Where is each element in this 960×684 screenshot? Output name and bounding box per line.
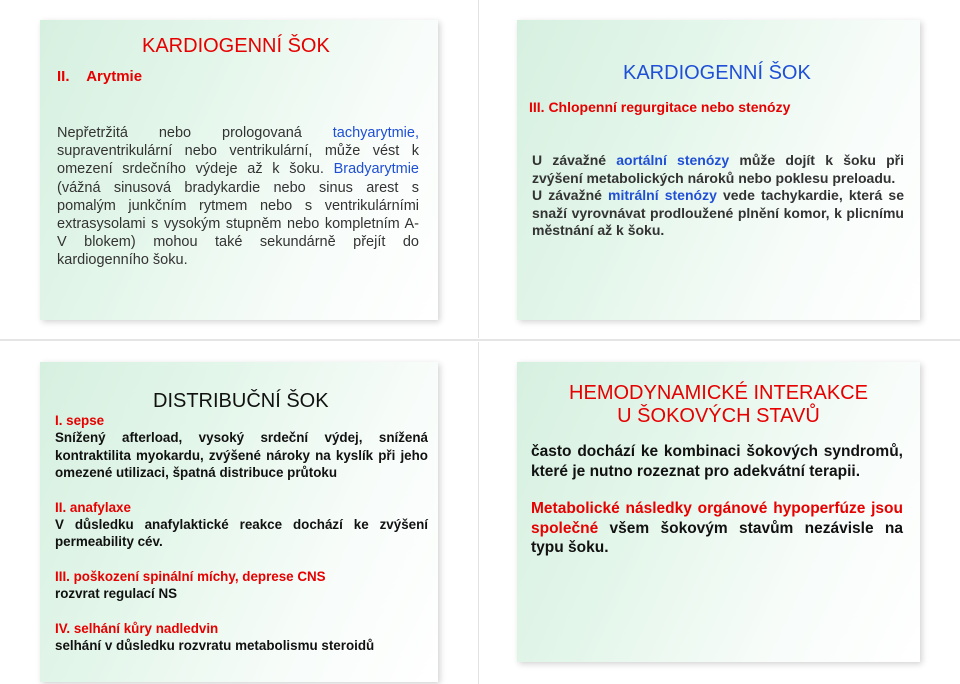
- slide-subtitle: [57, 68, 142, 85]
- slide-distribucni: [40, 362, 438, 682]
- paragraph: [532, 187, 904, 240]
- body-text: může dojít k šoku při zvýšení metabolických nároků nebo poklesu preloadu.: [532, 152, 904, 186]
- body-text: vede tachykardie, která se snaží vyrovnávat prodloužené plnění komor, k plicnímu městnání až k šoku.: [532, 187, 904, 239]
- highlight-term: Metabolické následky orgánové hypoperfúze jsou společné: [531, 500, 903, 537]
- page-divider: [0, 339, 960, 341]
- paragraph: [532, 152, 904, 187]
- section-heading: I. sepse: [55, 413, 105, 428]
- body-text: Nepřetržitá nebo prologovaná: [57, 125, 333, 141]
- slide-body-text: [531, 442, 903, 558]
- slide-body-text: [57, 124, 419, 270]
- slide-title: KARDIOGENNÍ ŠOK: [142, 35, 330, 57]
- body-text: (vážná sinusová bradykardie nebo sinus arest s pomalým junkčním rytmem nebo s ventrikulárními extrasysolami s vysokým stupněm nebo kompletním A-V blokem) mohou také sekundárně přejít do kardiogenního šoku.: [57, 179, 419, 269]
- title-line: U ŠOKOVÝCH STAVŮ: [617, 405, 820, 427]
- highlight-term: tachyarytmie,: [332, 125, 419, 141]
- slide-body-text: [532, 152, 904, 240]
- highlight-term: mitrální stenózy: [608, 187, 717, 204]
- body-text: U závažné: [532, 152, 617, 168]
- section-heading: IV. selhání kůry nadledvin: [55, 620, 219, 636]
- highlight-term: aortální stenózy: [616, 152, 730, 168]
- body-text: supraventrikulární nebo ventrikulární, může vést k omezení srdečního výdeje až k šoku.: [57, 143, 419, 178]
- page-cell-top-right: [479, 0, 960, 338]
- slide-subtitle: III. Chlopenní regurgitace nebo stenózy: [529, 99, 791, 115]
- slide-hemodynamicke: [517, 362, 920, 662]
- paragraph: [531, 499, 903, 558]
- highlight-term: Bradyarytmie: [333, 161, 419, 178]
- body-text: U závažné: [532, 187, 609, 204]
- slide-chlopenni: [517, 20, 920, 320]
- section-text: Snížený afterload, vysoký srdeční výdej, snížená kontraktilita myokardu, zvýšené nároky na kyslík při jeho omezené utilizaci, špatná distribuce průtoku: [55, 430, 428, 481]
- subtitle-text: Arytmie: [86, 68, 143, 85]
- page-cell-top-left: [0, 0, 479, 338]
- section-text: rozvrat regulací NS: [55, 586, 178, 602]
- paragraph: často dochází ke kombinaci šokových syndromů, které je nutno rozeznat pro adekvátní terapii.: [531, 443, 903, 480]
- slide-arytmie: [40, 20, 438, 320]
- slide-body-text: [55, 412, 428, 654]
- section-text: selhání v důsledku rozvratu metabolismu steroidů: [55, 638, 375, 654]
- subtitle-number: II.: [57, 68, 70, 85]
- slide-title: [517, 382, 920, 428]
- slide-title: KARDIOGENNÍ ŠOK: [623, 62, 811, 84]
- slide-title: DISTRIBUČNÍ ŠOK: [153, 390, 329, 412]
- page-cell-bottom-left: [0, 342, 479, 684]
- section-text: V důsledku anafylaktické reakce dochází ke zvýšení permeability cév.: [55, 517, 428, 550]
- title-line: HEMODYNAMICKÉ INTERAKCE: [569, 382, 868, 404]
- page-cell-bottom-right: [479, 342, 960, 684]
- section-heading: III. poškození spinální míchy, deprese CNS: [55, 568, 326, 584]
- section-heading: II. anafylaxe: [55, 499, 131, 515]
- body-text: všem šokovým stavům nezávisle na typu šoku.: [531, 519, 903, 557]
